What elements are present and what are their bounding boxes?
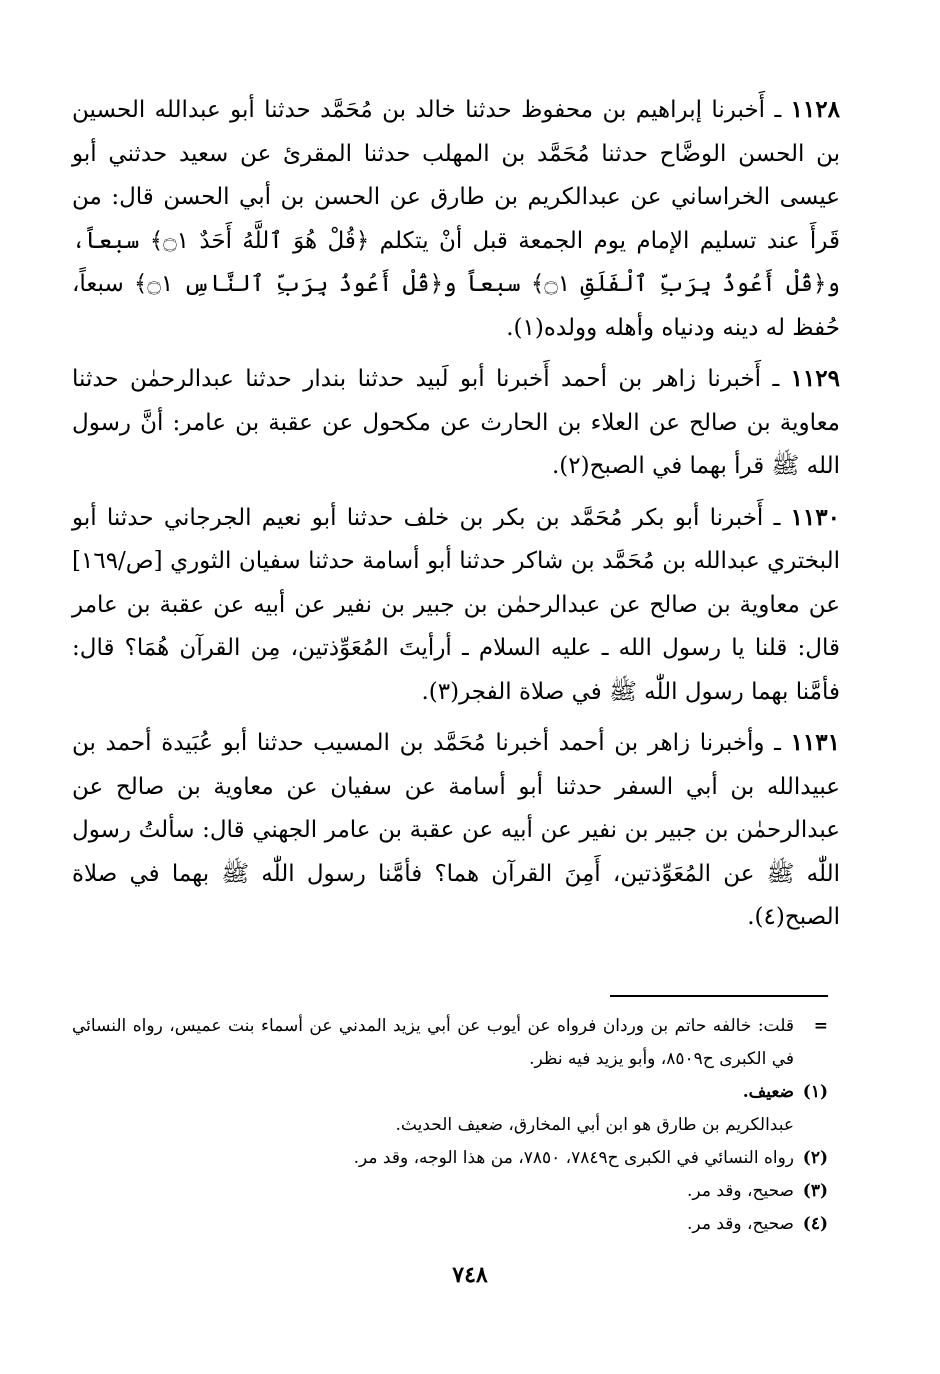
footnote-text: صحيح، وقد مر. [687, 1181, 794, 1201]
page-number: ٧٤٨ [452, 1262, 488, 1288]
hadith-number: ١١٢٨ [790, 96, 840, 123]
hadith-1131 [72, 721, 840, 940]
footnote-4 [72, 1208, 828, 1241]
footnote-text: قلت: خالفه حاتم بن وردان فرواه عن أيوب عن أبي يزيد المدني عن أسماء بنت عميس، رواه النسائي في الكبرى ح٨٥٠٩، وأبو يزيد فيه نظر. [72, 1016, 794, 1069]
footnote-text: عبدالكريم بن طارق هو ابن أبي المخارق، ضعيف الحديث. [395, 1115, 794, 1135]
footnote-text: صحيح، وقد مر. [687, 1214, 794, 1234]
footnote-mark: (٣) [802, 1181, 828, 1201]
hadith-text: ـ أَخبرنا زاهر بن أحمد أَخبرنا أبو لَبيد حدثنا بندار حدثنا عبدالرحمٰن حدثنا معاوية بن صالح عن العلاء بن الحارث عن مكحول عن عقبة بن عامر: أنَّ رسول الله ﷺ قرأ بهما في الصبح(٢). [72, 366, 840, 479]
hadith-1130 [72, 496, 840, 715]
hadith-1129 [72, 357, 840, 489]
footnote-2 [72, 1142, 828, 1175]
hadith-number: ١١٣١ [790, 729, 840, 756]
hadith-number: ١١٢٩ [790, 365, 840, 392]
footnote-1 [72, 1076, 828, 1109]
hadith-text: ـ أَخبرنا أبو بكر مُحَمَّد بن بكر بن خلف حدثنا أبو نعيم الجرجاني حدثنا أبو البختري عبدالله بن مُحَمَّد بن شاكر حدثنا أبو أسامة حدثنا سفيان الثوري [ص/١٦٩] عن معاوية بن صالح عن عبدالرحمٰن بن جبير بن نفير عن أبيه عن عقبة بن عامر قال: قلنا يا رسول الله ـ عليه السلام ـ أرأيتَ المُعَوِّذتين، مِن القرآن هُمَا؟ قال: فأمَّنا بهما رسول اللّٰه ﷺ في صلاة الفجر(٣). [72, 504, 840, 705]
footnotes [72, 1010, 828, 1241]
hadith-1128 [72, 88, 840, 350]
footnote-continued [72, 1010, 828, 1076]
footnote-3 [72, 1175, 828, 1208]
footnote-mark: (١) [802, 1082, 828, 1102]
footnote-text: رواه النسائي في الكبرى ح٧٨٤٩، ٧٨٥٠، من هذا الوجه، وقد مر. [353, 1148, 794, 1168]
footnote-mark: (٢) [802, 1148, 828, 1168]
footnote-mark: = [813, 1016, 828, 1036]
hadith-number: ١١٣٠ [790, 503, 840, 531]
hadith-text: ـ أَخبرنا إبراهيم بن محفوظ حدثنا خالد بن مُحَمَّد حدثنا أبو عبدالله الحسين بن الحسن الوضَّاح حدثنا مُحَمَّد بن المهلب حدثنا المقرئ عن سعيد حدثني أبو عيسى الخراساني عن عبدالكريم بن طارق عن الحسن بن أبي الحسن قال: من قَرأَ عند تسليم الإمام يوم الجمعة قبل أنْ يتكلم ﴿قُلْ هُوَ ٱللَّهُ أَحَدٌ ۝١﴾ سبعاً، و﴿قُلْ أَعُوذُ بِرَبِّ ٱلْفَلَقِ ۝١﴾ سبعاً و﴿قُلْ أَعُوذُ بِرَبِّ ٱلنَّاسِ ۝١﴾ سبعاً، حُفظ له دينه ودنياه وأهله وولده(١). [72, 97, 840, 341]
footnote-1-detail [72, 1109, 828, 1142]
footnote-text: ضعيف. [742, 1082, 794, 1102]
footnote-mark: (٤) [802, 1214, 828, 1234]
footnote-separator [610, 995, 828, 997]
hadith-text: ـ وأخبرنا زاهر بن أحمد أخبرنا مُحَمَّد بن المسيب حدثنا أبو عُبَيدة أحمد بن عبيدالله بن أبي السفر حدثنا أبو أسامة عن سفيان عن معاوية بن صالح عن عبدالرحمٰن بن جبير بن نفير عن أبيه عن عقبة بن عامر الجهني قال: سألتُ رسول اللّٰه ﷺ عن المُعَوِّذتين، أَمِنَ القرآن هما؟ فأمَّنا رسول اللّٰه ﷺ بهما في صلاة الصبح(٤). [72, 730, 840, 930]
main-text [72, 88, 840, 947]
